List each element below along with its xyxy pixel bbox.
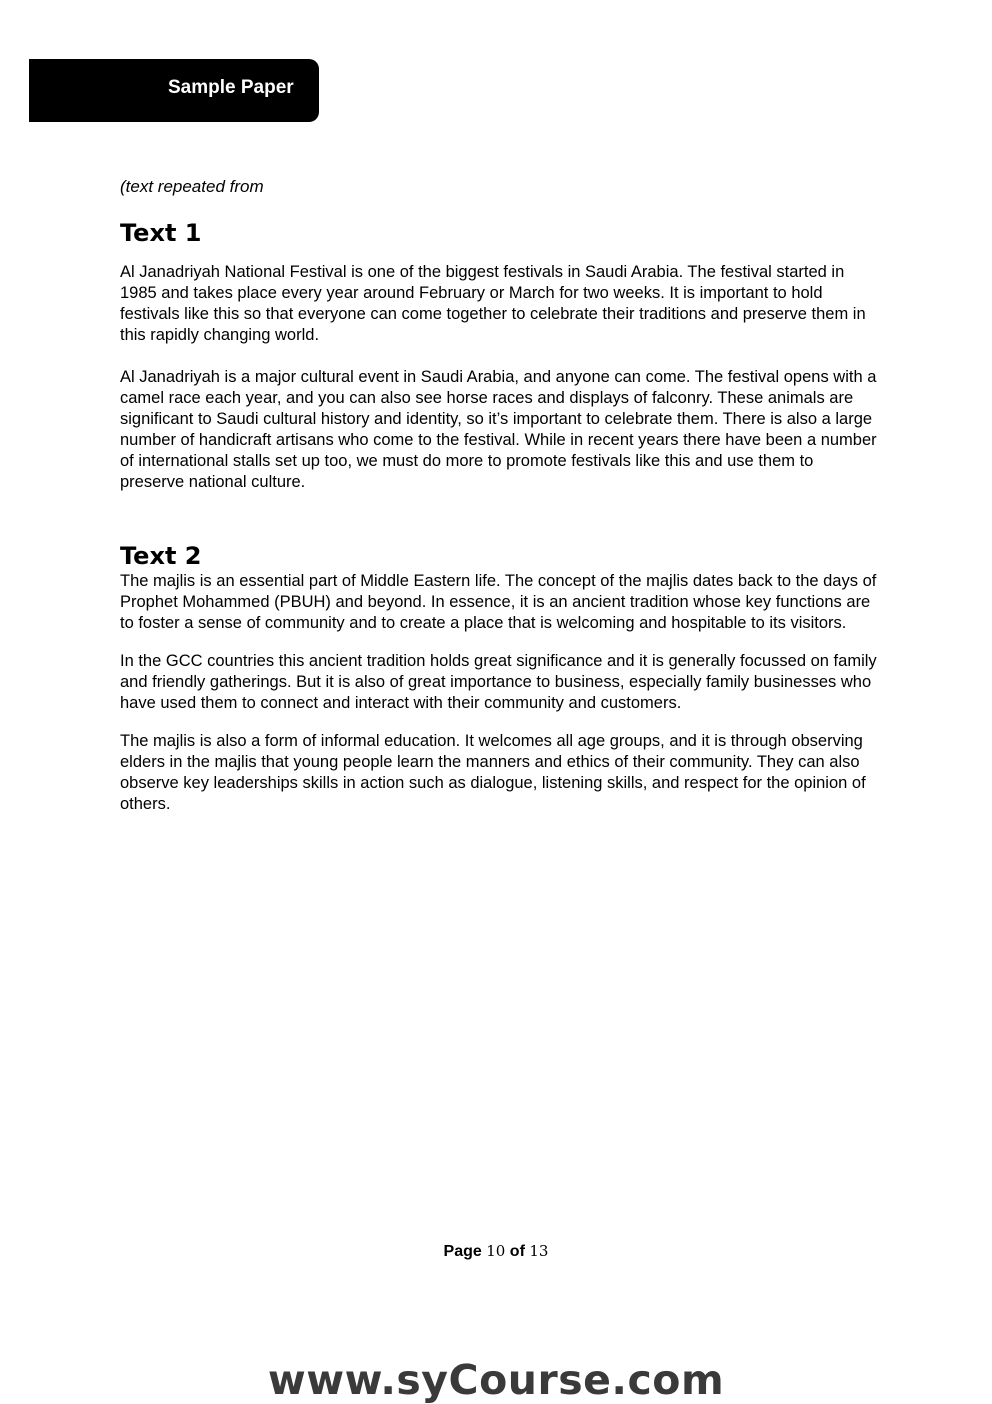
text2-heading: Text 2 [120,542,202,570]
text2-paragraph: In the GCC countries this ancient tradition holds great significance and it is generally focussed on family and friendly gatherings. But it is also of great importance to business, especially family businesses who have used them to connect and interact with their community and customers. [120,652,877,712]
text2-paragraph: The majlis is an essential part of Middle Eastern life. The concept of the majlis dates back to the days of Prophet Mohammed (PBUH) and beyond. In essence, it is an ancient tradition whose key functions are to foster a sense of community and to create a place that is welcoming and hospitable to its visitors. [120,572,877,632]
page-word: Page [443,1243,482,1260]
current-page-number: 10 [486,1242,506,1260]
of-word: of [509,1243,525,1260]
sample-paper-label: Sample Paper [168,77,294,98]
sample-paper-tab [29,59,319,122]
text1-paragraph: Al Janadriyah National Festival is one of the biggest festivals in Saudi Arabia. The festival started in 1985 and takes place every year around February or March for two weeks. It is important to hold festivals like this so that everyone can come together to celebrate their traditions and preserve them in this rapidly changing world. [120,263,866,344]
repeated-text-note: (text repeated from [120,177,264,196]
text2-paragraph: The majlis is also a form of informal education. It welcomes all age groups, and it is through observing elders in the majlis that young people learn the manners and ethics of their community. They can also observe key leaderships skills in action such as dialogue, listening skills, and respect for the opinion of others. [120,732,866,813]
text1-heading: Text 1 [120,219,202,247]
page-number [0,1241,992,1262]
page-content [120,176,880,815]
text1-paragraph: Al Janadriyah is a major cultural event in Saudi Arabia, and anyone can come. The festival opens with a camel race each year, and you can also see horse races and displays of falconry. These animals are significant to Saudi cultural history and identity, so it’s important to celebrate them. There is also a large number of handicraft artisans who come to the festival. While in recent years there have been a number of international stalls set up too, we must do more to promote festivals like this and use them to preserve national culture. [120,368,877,491]
sycourse-watermark: www.syCourse.com [267,1356,725,1404]
total-pages-number: 13 [529,1242,549,1260]
